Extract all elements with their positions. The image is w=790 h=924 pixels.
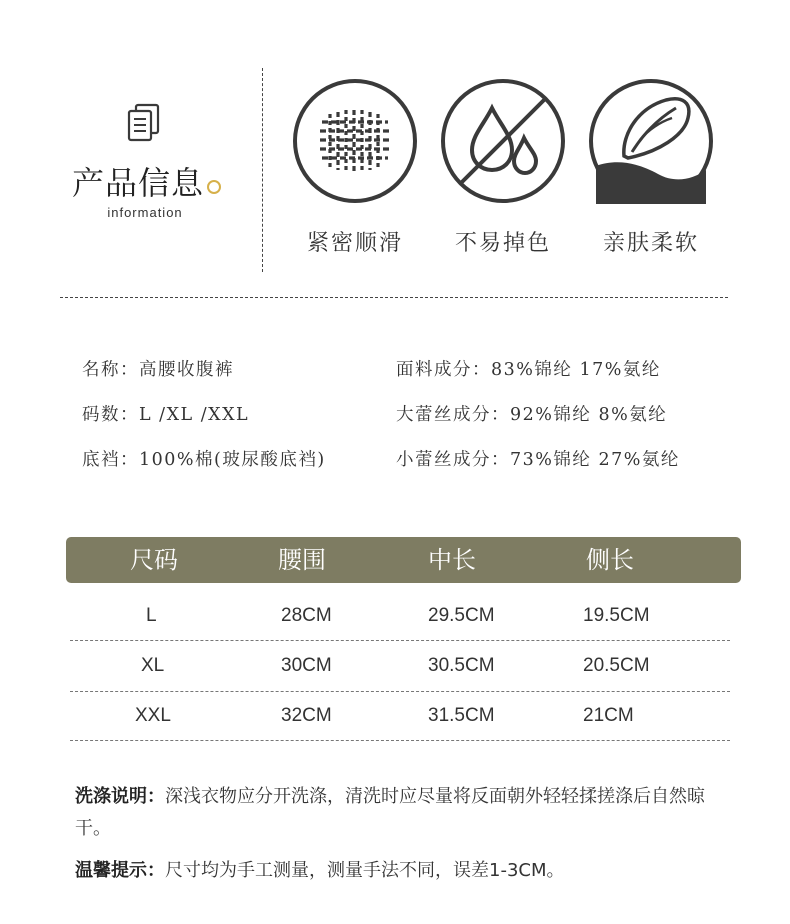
cell-waist: 32CM (281, 705, 332, 726)
feature-label-colorfast: 不易掉色 (454, 231, 551, 256)
accent-dot (207, 180, 221, 194)
cell-mid-length: 30.5CM (428, 655, 495, 676)
info-name: 名称：高腰收腹裤 (82, 360, 234, 380)
header-waist: 腰围 (278, 546, 326, 574)
cell-side-length: 21CM (583, 705, 634, 726)
horizontal-divider (60, 297, 728, 298)
cell-side-length: 19.5CM (583, 605, 650, 626)
feather-soft-icon (588, 78, 714, 204)
cell-waist: 30CM (281, 655, 332, 676)
document-icon (124, 102, 166, 144)
warm-tip (75, 855, 735, 887)
tip-label: 温馨提示： (75, 860, 165, 881)
cell-size: XL (141, 655, 165, 676)
row-divider (70, 740, 730, 741)
row-divider (70, 691, 730, 692)
vertical-divider (262, 68, 263, 272)
header-size: 尺码 (130, 546, 178, 574)
wash-text: 深浅衣物应分开洗涤，清洗时应尽量将反面朝外轻轻揉搓涤后自然晾干。 (75, 786, 705, 839)
page-subtitle: information (107, 205, 183, 220)
row-divider (70, 640, 730, 641)
page-title: 产品信息 (72, 164, 205, 202)
cell-mid-length: 29.5CM (428, 605, 495, 626)
cell-waist: 28CM (281, 605, 332, 626)
cell-size: XXL (135, 705, 171, 726)
info-sizes: 码数：L /XL /XXL (82, 405, 250, 425)
header-mid-length: 中长 (428, 546, 476, 574)
feature-label-smooth: 紧密顺滑 (306, 231, 403, 256)
info-small-lace: 小蕾丝成分：73%锦纶 27%氨纶 (396, 450, 680, 470)
info-fabric: 面料成分：83%锦纶 17%氨纶 (396, 360, 661, 380)
info-gusset: 底裆：100%棉(玻尿酸底裆) (82, 450, 326, 470)
cell-size: L (146, 605, 157, 626)
wash-instructions (75, 781, 735, 845)
fabric-weave-icon (292, 78, 418, 204)
info-big-lace: 大蕾丝成分：92%锦纶 8%氨纶 (396, 405, 668, 425)
cell-mid-length: 31.5CM (428, 705, 495, 726)
cell-side-length: 20.5CM (583, 655, 650, 676)
header-side-length: 侧长 (586, 546, 634, 574)
wash-label: 洗涤说明： (75, 786, 165, 807)
no-water-drops-icon (440, 78, 566, 204)
tip-text: 尺寸均为手工测量，测量手法不同，误差1-3CM。 (165, 860, 565, 881)
size-table-header (66, 537, 741, 583)
feature-label-soft: 亲肤柔软 (602, 231, 699, 256)
